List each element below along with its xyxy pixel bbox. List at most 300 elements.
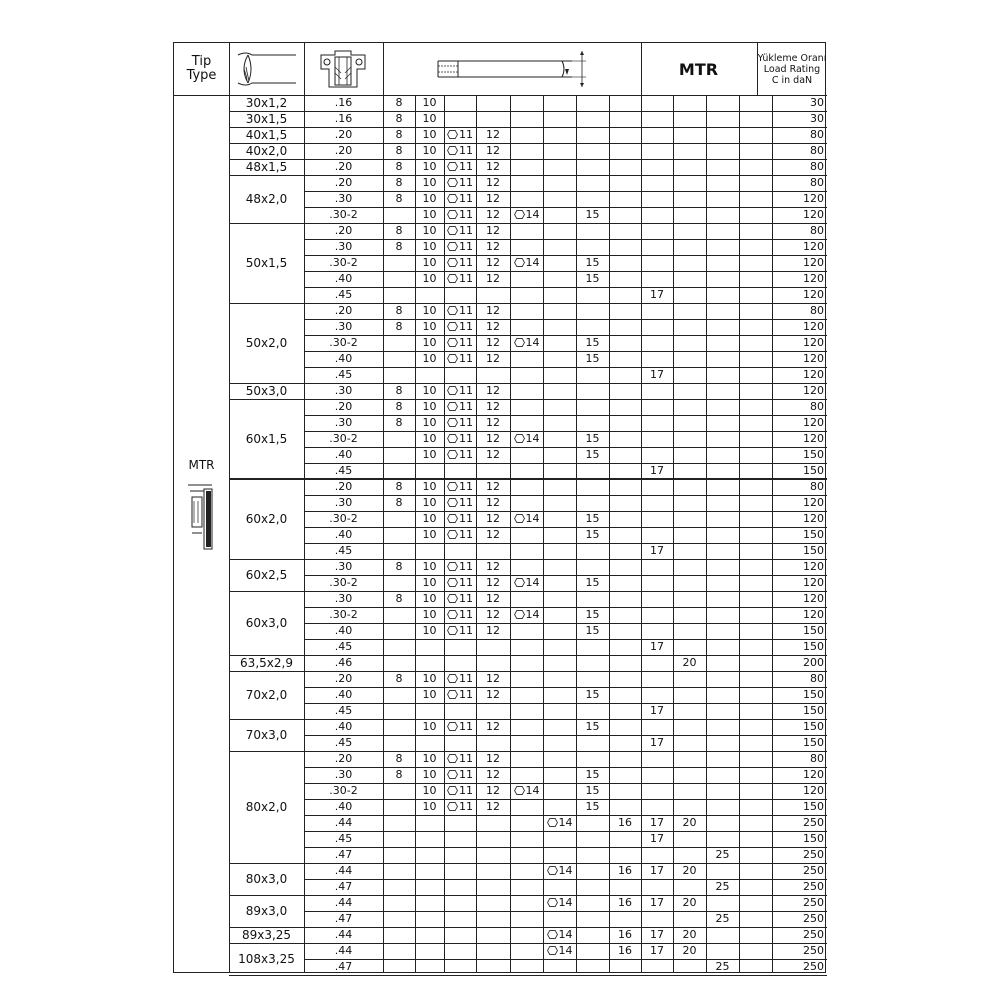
hexagon-icon (547, 898, 558, 907)
size-value: 10 (422, 320, 437, 333)
size-value (510, 335, 543, 351)
size-value (444, 159, 476, 175)
load-rating-value: 120 (803, 560, 824, 573)
column-divider (510, 95, 511, 972)
size-value: 10 (422, 608, 437, 621)
size-value-text: 11 (459, 336, 473, 349)
size-value: 20 (682, 656, 697, 669)
size-value: 10 (422, 752, 437, 765)
size-value (444, 207, 476, 223)
size-value: 15 (585, 576, 600, 589)
profile-code: .30 (334, 240, 353, 253)
size-value: 15 (585, 720, 600, 733)
profile-code: .45 (334, 704, 353, 717)
size-value (444, 751, 476, 767)
load-rating-value: 80 (810, 128, 824, 141)
size-value (444, 767, 476, 783)
size-value (444, 255, 476, 271)
size-value-text: 11 (459, 592, 473, 605)
size-label: 60x2,5 (245, 568, 288, 582)
profile-code: .40 (334, 624, 353, 637)
size-value-text: 14 (525, 784, 540, 797)
hexagon-icon (447, 450, 458, 459)
size-value: 15 (585, 688, 600, 701)
size-value: 8 (395, 560, 403, 573)
size-value (444, 799, 476, 815)
size-value: 10 (422, 448, 437, 461)
hexagon-icon (447, 610, 458, 619)
size-value: 12 (486, 192, 500, 205)
size-value: 15 (585, 336, 600, 349)
hexagon-icon (447, 754, 458, 763)
load-rating-value: 150 (803, 464, 824, 477)
size-value-text: 11 (459, 384, 473, 397)
profile-code: .20 (334, 400, 353, 413)
size-value-text: 14 (558, 944, 573, 957)
size-value: 12 (486, 608, 500, 621)
size-value: 15 (585, 256, 600, 269)
size-value: 12 (486, 432, 500, 445)
header-divider (757, 43, 758, 95)
size-label: 50x3,0 (245, 384, 288, 398)
size-value: 17 (650, 640, 664, 653)
size-value: 12 (486, 784, 500, 797)
size-label: 30x1,2 (245, 96, 288, 110)
size-value: 10 (422, 96, 437, 109)
size-value: 17 (650, 944, 664, 957)
profile-code: .16 (334, 96, 353, 109)
profile-code: .30-2 (329, 432, 358, 445)
size-value: 12 (486, 752, 500, 765)
size-value: 12 (486, 800, 500, 813)
load-rating-value: 250 (803, 960, 824, 973)
size-value (444, 303, 476, 319)
size-label: 30x1,5 (245, 112, 288, 126)
hexagon-icon (447, 338, 458, 347)
hexagon-icon (447, 722, 458, 731)
size-value: 20 (682, 928, 697, 941)
hexagon-icon (447, 482, 458, 491)
size-value-text: 14 (558, 896, 573, 909)
load-rating-value: 250 (803, 944, 824, 957)
profile-code: .16 (334, 112, 353, 125)
size-value-text: 11 (459, 192, 473, 205)
size-value: 10 (422, 688, 437, 701)
hexagon-icon (447, 690, 458, 699)
size-value: 12 (486, 768, 500, 781)
size-label: 40x1,5 (245, 128, 288, 142)
size-value-text: 11 (459, 512, 473, 525)
size-value: 12 (486, 336, 500, 349)
size-value (444, 719, 476, 735)
size-value: 8 (395, 304, 403, 317)
size-value: 12 (486, 384, 500, 397)
load-rating-value: 120 (803, 784, 824, 797)
size-value (444, 479, 476, 495)
hexagon-icon (447, 514, 458, 523)
size-value: 8 (395, 400, 403, 413)
size-value: 12 (486, 416, 500, 429)
size-value-text: 14 (558, 864, 573, 877)
profile-code: .45 (334, 544, 353, 557)
profile-code: .30 (334, 384, 353, 397)
column-divider (543, 95, 544, 972)
size-value: 17 (650, 816, 664, 829)
size-value (510, 783, 543, 799)
size-value-text: 11 (459, 224, 473, 237)
load-rating-value: 250 (803, 912, 824, 925)
section-divider (229, 478, 827, 479)
size-value: 17 (650, 464, 664, 477)
size-value-text: 11 (459, 208, 473, 221)
size-value (543, 943, 576, 959)
profile-code: .20 (334, 480, 353, 493)
size-value (444, 527, 476, 543)
size-value (444, 319, 476, 335)
size-value: 25 (715, 880, 730, 893)
load-rating-value: 120 (803, 256, 824, 269)
load-rating-value: 120 (803, 416, 824, 429)
size-label: 70x2,0 (245, 688, 288, 702)
load-rating-value: 120 (803, 592, 824, 605)
size-value-text: 14 (558, 816, 573, 829)
hexagon-icon (547, 946, 558, 955)
size-value-text: 11 (459, 416, 473, 429)
size-label: 48x1,5 (245, 160, 288, 174)
size-label: 63,5x2,9 (240, 656, 293, 670)
size-value-text: 11 (459, 576, 473, 589)
size-value: 12 (486, 672, 500, 685)
size-value: 25 (715, 912, 730, 925)
size-value (444, 351, 476, 367)
type-label: Type (186, 68, 217, 83)
profile-code: .40 (334, 272, 353, 285)
hexagon-icon (447, 130, 458, 139)
load-rating-value: 120 (803, 192, 824, 205)
row-divider (229, 975, 827, 976)
size-value: 17 (650, 896, 664, 909)
size-value: 10 (422, 528, 437, 541)
load-rating-value: 120 (803, 208, 824, 221)
size-value (444, 335, 476, 351)
size-value: 12 (486, 160, 500, 173)
size-value: 8 (395, 320, 403, 333)
load-rating-value: 150 (803, 448, 824, 461)
size-value: 17 (650, 928, 664, 941)
load-rating-header (757, 43, 827, 95)
load-rating-value: 120 (803, 768, 824, 781)
load-rating-value: 150 (803, 720, 824, 733)
load-rating-value: 120 (803, 384, 824, 397)
size-value: 8 (395, 224, 403, 237)
size-value: 12 (486, 576, 500, 589)
profile-code: .47 (334, 848, 353, 861)
size-value: 12 (486, 352, 500, 365)
profile-code: .40 (334, 688, 353, 701)
size-value (510, 207, 543, 223)
size-value-text: 11 (459, 144, 473, 157)
size-value: 12 (486, 256, 500, 269)
size-value: 15 (585, 800, 600, 813)
size-value (444, 191, 476, 207)
size-value (444, 511, 476, 527)
hexagon-icon (514, 338, 525, 347)
size-value: 10 (422, 624, 437, 637)
size-value: 10 (422, 112, 437, 125)
column-divider (706, 95, 707, 972)
size-value: 12 (486, 240, 500, 253)
size-value: 10 (422, 560, 437, 573)
size-value (444, 223, 476, 239)
hexagon-icon (447, 258, 458, 267)
hexagon-icon (447, 770, 458, 779)
profile-code: .30-2 (329, 256, 358, 269)
size-value: 10 (422, 272, 437, 285)
hexagon-icon (514, 210, 525, 219)
load-rating-value: 30 (810, 96, 824, 109)
load-rating-value: 250 (803, 848, 824, 861)
load-rating-value: 250 (803, 880, 824, 893)
profile-code: .30 (334, 320, 353, 333)
load-rating-value: 120 (803, 352, 824, 365)
size-label: 60x2,0 (245, 512, 288, 526)
hexagon-icon (447, 274, 458, 283)
size-value: 12 (486, 720, 500, 733)
size-value: 15 (585, 528, 600, 541)
hexagon-icon (514, 514, 525, 523)
load-rating-value: 250 (803, 896, 824, 909)
hexagon-icon (514, 434, 525, 443)
size-value: 12 (486, 304, 500, 317)
size-value: 10 (422, 304, 437, 317)
load-rating-line-1: Yükleme Oranı (757, 52, 827, 64)
specification-table (173, 42, 826, 973)
table-title: MTR (678, 59, 719, 79)
size-value: 10 (422, 672, 437, 685)
hexagon-icon (447, 402, 458, 411)
profile-code: .44 (334, 944, 353, 957)
size-value: 10 (422, 128, 437, 141)
size-value: 17 (650, 832, 664, 845)
size-value: 12 (486, 528, 500, 541)
hexagon-icon (514, 610, 525, 619)
profile-code: .20 (334, 176, 353, 189)
size-value: 16 (618, 944, 632, 957)
size-value: 10 (422, 768, 437, 781)
header-divider (229, 43, 230, 95)
profile-code: .30 (334, 560, 353, 573)
hexagon-icon (447, 594, 458, 603)
size-value: 10 (422, 176, 437, 189)
size-value: 10 (422, 784, 437, 797)
size-value (510, 255, 543, 271)
profile-code: .45 (334, 368, 353, 381)
load-rating-value: 120 (803, 320, 824, 333)
size-value-text: 11 (459, 432, 473, 445)
size-value: 8 (395, 752, 403, 765)
load-rating-value: 80 (810, 672, 824, 685)
size-value: 20 (682, 896, 697, 909)
size-value: 10 (422, 416, 437, 429)
profile-code: .30 (334, 416, 353, 429)
load-rating-value: 200 (803, 656, 824, 669)
size-value (444, 415, 476, 431)
profile-code: .44 (334, 864, 353, 877)
size-value: 12 (486, 496, 500, 509)
hexagon-icon (447, 498, 458, 507)
hexagon-icon (447, 194, 458, 203)
size-value: 17 (650, 864, 664, 877)
size-label: 40x2,0 (245, 144, 288, 158)
size-value: 20 (682, 944, 697, 957)
size-value: 12 (486, 176, 500, 189)
load-rating-line-2: Load Rating (763, 63, 821, 75)
size-value: 10 (422, 480, 437, 493)
size-value (444, 447, 476, 463)
column-divider (673, 95, 674, 972)
load-rating-value: 80 (810, 176, 824, 189)
size-value: 8 (395, 160, 403, 173)
size-label: 89x3,25 (241, 928, 292, 942)
size-value: 10 (422, 160, 437, 173)
load-rating-value: 120 (803, 496, 824, 509)
hexagon-icon (447, 626, 458, 635)
size-value-text: 11 (459, 688, 473, 701)
size-value-text: 11 (459, 752, 473, 765)
size-value (444, 591, 476, 607)
size-value: 16 (618, 896, 632, 909)
hexagon-icon (447, 178, 458, 187)
size-value-text: 11 (459, 160, 473, 173)
size-value (444, 575, 476, 591)
size-label: 70x3,0 (245, 728, 288, 742)
size-value (444, 127, 476, 143)
size-value-text: 11 (459, 256, 473, 269)
size-value: 12 (486, 208, 500, 221)
tip-type-header (174, 43, 229, 95)
size-value: 15 (585, 208, 600, 221)
size-label: 60x1,5 (245, 432, 288, 446)
load-rating-value: 150 (803, 736, 824, 749)
hexagon-icon (447, 530, 458, 539)
load-rating-value: 150 (803, 832, 824, 845)
size-value: 12 (486, 592, 500, 605)
size-value (444, 623, 476, 639)
size-value: 10 (422, 432, 437, 445)
size-value-text: 14 (525, 576, 540, 589)
hexagon-icon (447, 434, 458, 443)
profile-code: .47 (334, 880, 353, 893)
size-value-text: 11 (459, 320, 473, 333)
load-rating-value: 120 (803, 288, 824, 301)
size-value-text: 11 (459, 624, 473, 637)
profile-code: .30-2 (329, 512, 358, 525)
size-value-text: 11 (459, 240, 473, 253)
profile-code: .30 (334, 192, 353, 205)
size-label: 89x3,0 (245, 904, 288, 918)
size-value (444, 607, 476, 623)
size-value (510, 575, 543, 591)
size-value: 8 (395, 416, 403, 429)
size-value: 10 (422, 352, 437, 365)
hexagon-icon (447, 674, 458, 683)
profile-code: .30 (334, 496, 353, 509)
size-value-text: 11 (459, 496, 473, 509)
size-value (543, 895, 576, 911)
tip-label: Tip (191, 54, 212, 69)
size-value-text: 11 (459, 128, 473, 141)
size-value: 8 (395, 128, 403, 141)
hexagon-icon (447, 562, 458, 571)
profile-code: .45 (334, 464, 353, 477)
size-value-text: 14 (525, 512, 540, 525)
size-value: 15 (585, 432, 600, 445)
size-value (543, 927, 576, 943)
load-rating-value: 80 (810, 304, 824, 317)
size-value: 10 (422, 496, 437, 509)
load-rating-value: 120 (803, 608, 824, 621)
size-label: 50x2,0 (245, 336, 288, 350)
load-rating-value: 120 (803, 272, 824, 285)
size-value: 8 (395, 144, 403, 157)
load-rating-value: 120 (803, 576, 824, 589)
size-value (543, 815, 576, 831)
size-value: 8 (395, 112, 403, 125)
hexagon-icon (447, 306, 458, 315)
size-value: 17 (650, 704, 664, 717)
size-value (510, 511, 543, 527)
load-rating-value: 150 (803, 640, 824, 653)
size-value: 12 (486, 224, 500, 237)
size-value-text: 11 (459, 528, 473, 541)
header-divider (383, 43, 384, 95)
size-value (444, 271, 476, 287)
profile-code: .20 (334, 752, 353, 765)
load-rating-value: 150 (803, 624, 824, 637)
size-value-text: 14 (525, 256, 540, 269)
size-value: 15 (585, 512, 600, 525)
size-value: 20 (682, 816, 697, 829)
size-value: 8 (395, 592, 403, 605)
size-value: 16 (618, 928, 632, 941)
seal-section-icon (186, 483, 218, 559)
size-value: 12 (486, 320, 500, 333)
size-value: 10 (422, 800, 437, 813)
profile-code: .20 (334, 224, 353, 237)
size-label: 60x3,0 (245, 616, 288, 630)
size-value (444, 175, 476, 191)
profile-code: .30-2 (329, 208, 358, 221)
load-rating-value: 120 (803, 240, 824, 253)
hexagon-icon (447, 354, 458, 363)
size-value (444, 671, 476, 687)
size-value (444, 783, 476, 799)
size-value (444, 495, 476, 511)
size-value (510, 431, 543, 447)
size-value: 17 (650, 368, 664, 381)
size-value-text: 14 (558, 928, 573, 941)
size-value: 12 (486, 624, 500, 637)
load-rating-value: 120 (803, 512, 824, 525)
size-value: 12 (486, 448, 500, 461)
size-value-text: 11 (459, 400, 473, 413)
size-value: 10 (422, 400, 437, 413)
size-value: 10 (422, 576, 437, 589)
size-value: 8 (395, 384, 403, 397)
size-label: 80x2,0 (245, 800, 288, 814)
size-value: 12 (486, 400, 500, 413)
size-value: 10 (422, 240, 437, 253)
